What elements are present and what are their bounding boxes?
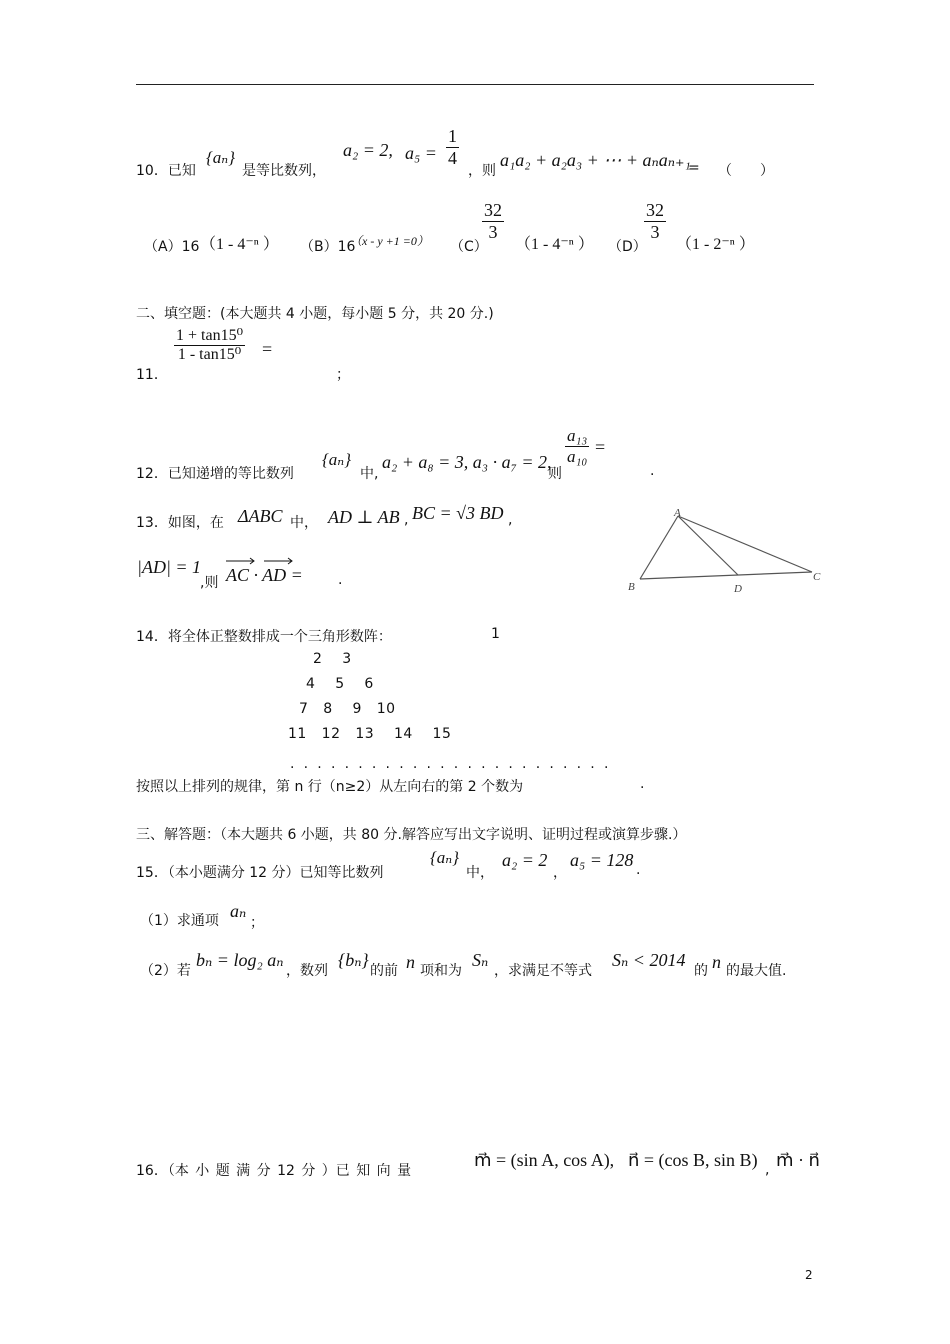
q12-stem-prefix: 12．已知递增的等比数列: [136, 466, 294, 482]
q14-row-5: 11 12 13 14 15: [288, 726, 452, 742]
section3-heading: 三、解答题：（本大题共 6 小题，共 80 分.解答应写出文字说明、证明过程或演算步骤.）: [136, 827, 687, 843]
q15-part2-ineq: Sₙ < 2014: [612, 950, 686, 970]
fig-label-c: C: [813, 571, 821, 583]
q14-row-2: 2 3: [313, 651, 352, 667]
q10-option-a-label: （A）16: [144, 239, 200, 255]
q15-part2-seq: {bₙ}: [338, 950, 369, 970]
q10-given-a2: a₂ = 2,: [343, 140, 393, 160]
q16-comma: ,: [765, 1162, 770, 1178]
q15-comma: ，: [553, 865, 567, 881]
q10-option-c-den: 3: [488, 221, 498, 242]
q12-equals: =: [595, 437, 606, 457]
fig-label-b: B: [628, 581, 635, 593]
q11-equals: =: [262, 339, 273, 359]
q10-answer-paren: （ ）: [718, 163, 774, 179]
q15-part2-n2: n: [712, 952, 721, 972]
q15-part1-end: ；: [250, 915, 264, 931]
q10-option-c-frac: [482, 200, 504, 242]
q12-then: 则: [548, 466, 562, 482]
page-number: 2: [805, 1268, 813, 1282]
q15-part2-sn: Sₙ: [472, 950, 489, 970]
q12-fraction: [565, 426, 589, 466]
q15-part2-bn: bₙ = log₂ aₙ: [196, 950, 284, 970]
q10-option-c-expr: （1 - 4⁻ⁿ ）: [515, 236, 594, 253]
q12-mid: 中,: [360, 466, 379, 482]
q13-comma1: ,: [404, 512, 409, 528]
q13-mid: 中，: [290, 515, 318, 531]
q16-vector-n: n⃗ = (cos B, sin B): [628, 1150, 758, 1170]
q13-comma2: ,: [508, 512, 513, 528]
q10-option-d-den: 3: [650, 221, 660, 242]
q13-bc: BC = √3 BD: [412, 503, 504, 523]
q11-label: 11．: [136, 367, 168, 383]
q15-seq: {aₙ}: [430, 848, 459, 867]
q13-triangle: ΔABC: [238, 506, 283, 526]
q10-option-c-label: （C）: [450, 239, 488, 255]
q10-equals: =: [688, 160, 700, 176]
q15-mid: 中，: [466, 865, 494, 881]
q13-dot-product: AC · AD =: [226, 565, 303, 585]
q10-a5-num: 1: [448, 126, 457, 146]
q10-sum-expr: a₁a₂ + a₂a₃ + ⋯ + aₙaₙ₊₁: [500, 150, 691, 170]
q16-vector-m: m⃗ = (sin A, cos A),: [474, 1150, 615, 1170]
fig-label-a: A: [674, 507, 681, 519]
q15-part2-end: 的最大值.: [726, 963, 787, 979]
q15-part2-mid2: 的前: [370, 963, 398, 979]
q10-given-a5-frac: [446, 126, 459, 168]
q10-stem-prefix: 10．已知: [136, 163, 196, 179]
q15-part2-n: n: [406, 952, 415, 972]
q10-seq: {aₙ}: [206, 148, 235, 167]
q12-seq: {aₙ}: [322, 450, 351, 469]
fig-label-d: D: [734, 583, 742, 595]
q10-option-d-expr: （1 - 2⁻ⁿ ）: [676, 236, 755, 253]
q14-row-4: 7 8 9 10: [299, 701, 396, 717]
q15-stem-prefix: 15．（本小题满分 12 分）已知等比数列: [136, 865, 384, 881]
q11-numerator: 1 + tan15⁰: [174, 327, 245, 346]
header-rule: [136, 84, 814, 85]
q10-option-d-num: 32: [646, 200, 664, 220]
q13-end: .: [338, 572, 343, 588]
q10-stem-mid: 是等比数列，: [242, 163, 326, 179]
q11-fraction: [174, 327, 245, 365]
q10-option-c-num: 32: [484, 200, 502, 220]
q16-stem: 16．（本 小 题 满 分 12 分 ）已 知 向 量: [136, 1163, 412, 1179]
triangle-figure: [620, 506, 830, 598]
q10-stem-then: ，则: [468, 163, 496, 179]
q15-part2-mid5: 的: [694, 963, 708, 979]
q16-dot-product: m⃗ · n⃗: [776, 1150, 820, 1170]
q10-option-a-expr: （1 - 4⁻ⁿ ）: [200, 236, 279, 253]
q10-option-b-label: （B）16: [300, 239, 356, 255]
q13-ad-norm: |AD| = 1: [137, 557, 202, 577]
q13-then: ,则: [200, 575, 219, 591]
q10-option-d-label: （D）: [608, 239, 647, 255]
q15-a2: a₂ = 2: [502, 850, 548, 870]
q10-given-a5-lhs: a₅ =: [405, 143, 437, 163]
q15-part2-mid: ，数列: [286, 963, 328, 979]
q13-stem-prefix: 13．如图，在: [136, 515, 224, 531]
vector-arrows-icon: [224, 556, 294, 566]
q14-stem: 14．将全体正整数排成一个三角形数阵：: [136, 629, 392, 645]
q14-end: .: [640, 776, 645, 792]
q15-part2-label: （2）若: [140, 963, 191, 979]
q14-question: 按照以上排列的规律，第 n 行（n≥2）从左向右的第 2 个数为: [136, 779, 524, 795]
q10-option-d-frac: [644, 200, 666, 242]
q12-numerator: a₁₃: [567, 426, 588, 445]
q11-end: ；: [336, 367, 350, 383]
q11-denominator: 1 - tan15⁰: [177, 346, 242, 364]
q15-part2-mid4: ，求满足不等式: [494, 963, 592, 979]
q14-ellipsis-row: ........................: [290, 756, 618, 772]
q14-row-1: 1: [491, 626, 501, 642]
section2-heading: 二、填空题：(本大题共 4 小题，每小题 5 分，共 20 分.): [136, 306, 494, 322]
q12-end: .: [650, 463, 655, 479]
q15-end: .: [636, 862, 641, 878]
q14-row-3: 4 5 6: [306, 676, 374, 692]
q10-option-b-expr: （x - y +1 =0）: [350, 234, 429, 248]
q15-part2-mid3: 项和为: [420, 963, 462, 979]
q15-part1-label: （1）求通项: [140, 913, 219, 929]
q10-a5-den: 4: [448, 147, 457, 168]
q13-perp: AD ⊥ AB: [328, 507, 400, 527]
q15-a5: a₅ = 128: [570, 850, 634, 870]
q12-denominator: a₁₀: [567, 446, 588, 466]
q12-condition: a₂ + a₈ = 3, a₃ · a₇ = 2,: [382, 452, 552, 472]
q15-part1-expr: aₙ: [230, 901, 247, 921]
